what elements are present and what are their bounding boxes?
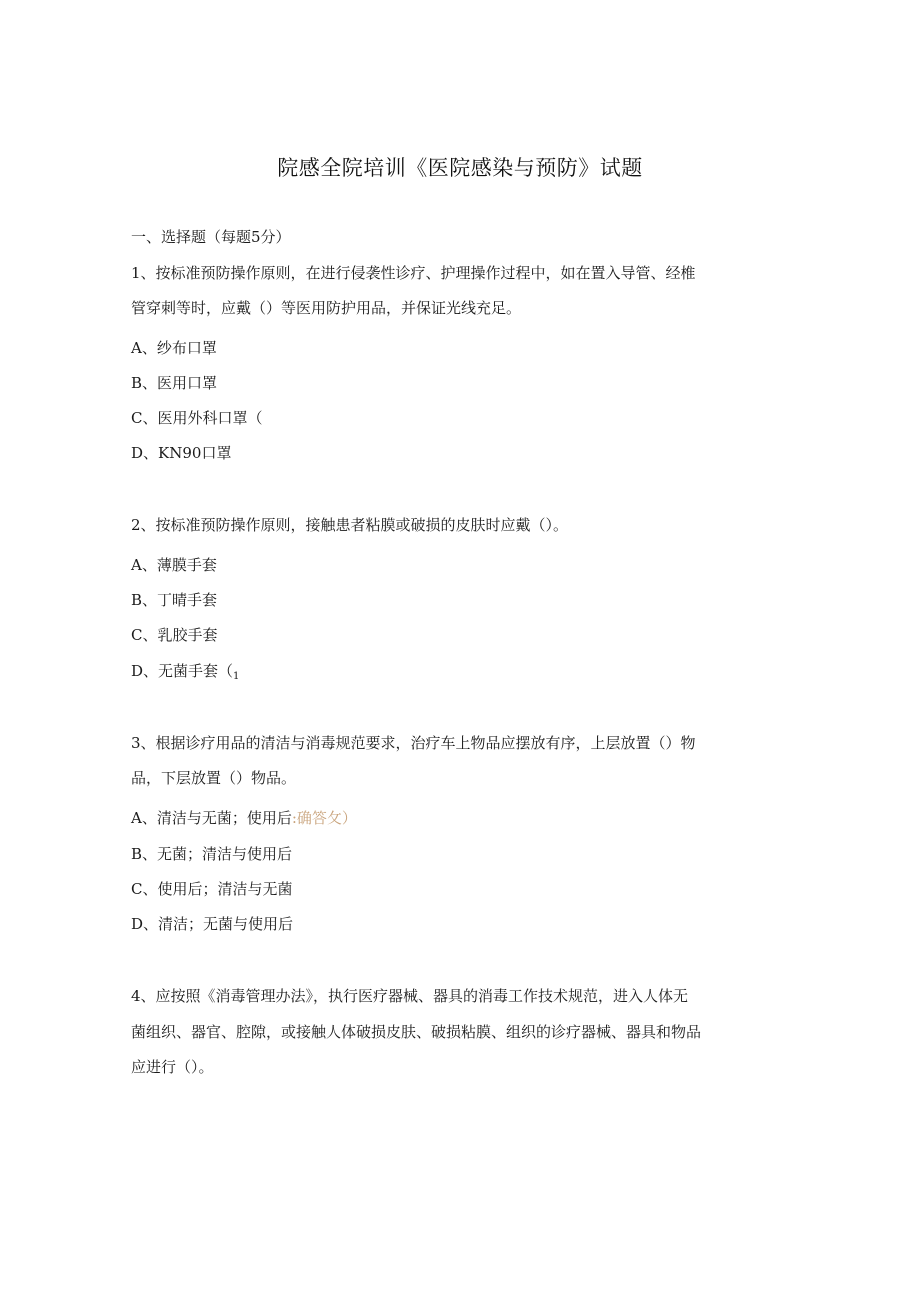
question-3-option-a xyxy=(131,807,357,829)
question-4-stem-line-2: 菌组织、器官、腔隙，或接触人体破损皮肤、破损粘膜、组织的诊疗器械、器具和物品 xyxy=(131,1023,702,1041)
question-2-option-d-mark: 1 xyxy=(233,671,240,682)
question-2-option-a: A、薄膜手套 xyxy=(131,556,217,574)
question-1-stem-line-1: 1、按标准预防操作原则，在进行侵袭性诊疗、护理操作过程中，如在置入导管、经椎 xyxy=(131,264,696,282)
question-2-option-c: C、乳胶手套 xyxy=(131,626,218,644)
question-3-option-a-text: A、清洁与无菌；使用后 xyxy=(131,809,292,827)
question-3-option-a-note: :确答攵） xyxy=(291,809,357,827)
question-1-option-d: D、KN90口罩 xyxy=(131,444,232,462)
question-1-option-b: B、医用口罩 xyxy=(131,374,218,392)
question-4-stem-line-1: 4、应按照《消毒管理办法》，执行医疗器械、器具的消毒工作技术规范，进入人体无 xyxy=(131,987,689,1005)
section-heading: 一、选择题（每题5分） xyxy=(131,228,291,246)
question-3-option-d: D、清洁；无菌与使用后 xyxy=(131,915,294,933)
question-1-option-a: A、纱布口罩 xyxy=(131,339,217,357)
document-title: 院感全院培训《医院感染与预防》试题 xyxy=(277,156,643,180)
question-3-stem-line-1: 3、根据诊疗用品的清洁与消毒规范要求，治疗车上物品应摆放有序，上层放置（）物 xyxy=(131,734,696,752)
question-2-option-b: B、丁晴手套 xyxy=(131,591,218,609)
question-2-option-d xyxy=(131,660,239,688)
question-3-option-c: C、使用后；清洁与无菌 xyxy=(131,880,293,898)
question-4-stem-line-3: 应进行（）。 xyxy=(131,1058,214,1076)
question-2-option-d-text: D、无菌手套（ xyxy=(131,662,234,680)
question-1-stem-line-2: 管穿刺等时，应戴（）等医用防护用品，并保证光线充足。 xyxy=(131,299,522,317)
question-3-stem-line-2: 品，下层放置（）物品。 xyxy=(131,769,297,787)
question-1-option-c: C、医用外科口罩（ xyxy=(131,409,263,427)
question-2-stem-line-1: 2、按标准预防操作原则，接触患者粘膜或破损的皮肤时应戴（）。 xyxy=(131,516,569,534)
question-3-option-b: B、无菌；清洁与使用后 xyxy=(131,845,293,863)
